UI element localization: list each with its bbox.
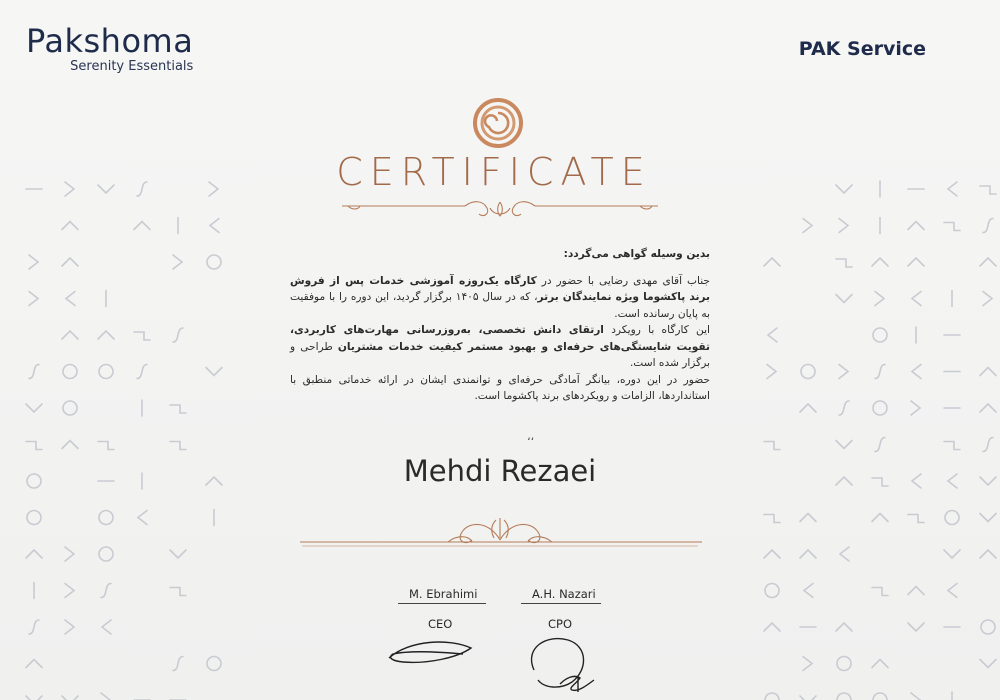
pattern-glyph <box>26 696 42 700</box>
pattern-glyph <box>170 405 186 413</box>
pattern-glyph <box>99 511 113 525</box>
pattern-glyph <box>210 219 219 233</box>
pattern-glyph <box>765 693 779 700</box>
pattern-glyph <box>912 365 921 379</box>
brand-name: Pakshoma <box>26 22 194 60</box>
p1-text-a: جناب آقای مهدی رضایی با حضور در <box>536 274 710 287</box>
p1-text-bold: کارگاه یک‌روزه آموزشی خدمات پس از فروش برند پاکشوما ویژه نمایندگان برتر <box>290 274 710 303</box>
pattern-glyph <box>983 219 993 233</box>
pattern-glyph <box>908 623 924 631</box>
signature-line-2 <box>521 603 601 604</box>
bottom-ornament-icon <box>298 512 702 552</box>
pattern-glyph <box>26 442 42 450</box>
pattern-glyph <box>948 474 957 488</box>
pattern-glyph <box>908 222 924 230</box>
pattern-glyph <box>800 514 816 522</box>
certificate-body <box>290 246 710 405</box>
pattern-glyph <box>101 584 111 598</box>
pattern-glyph <box>764 515 780 523</box>
pattern-glyph <box>839 365 848 379</box>
pattern-glyph <box>99 547 113 561</box>
certificate-title: CERTIFICATE <box>336 150 652 194</box>
pattern-glyph <box>948 584 957 598</box>
pattern-glyph <box>98 185 114 193</box>
pattern-glyph <box>209 182 218 196</box>
pattern-glyph <box>875 292 884 306</box>
pattern-glyph <box>983 292 992 306</box>
pattern-glyph <box>98 442 114 450</box>
pattern-glyph <box>980 186 996 194</box>
pattern-glyph <box>764 442 780 450</box>
pattern-glyph <box>138 511 147 525</box>
pattern-glyph <box>839 219 848 233</box>
pattern-glyph <box>803 657 812 671</box>
signer-name-2: A.H. Nazari <box>532 587 596 601</box>
paragraph-3: حضور در این دوره، بیانگر آمادگی حرفه‌ای و توانمندی ایشان در ارائه خدماتی منطبق با استانداردها، الزامات و رویکردهای برند پاکشوما است. <box>290 373 710 402</box>
pattern-glyph <box>837 693 851 700</box>
pattern-glyph <box>62 441 78 449</box>
pattern-glyph <box>99 365 113 379</box>
paragraph-1 <box>290 273 710 323</box>
pattern-glyph <box>837 657 851 671</box>
pattern-glyph <box>873 401 887 415</box>
pattern-glyph <box>801 365 815 379</box>
brand-tagline: Serenity Essentials <box>70 59 194 74</box>
pattern-glyph <box>764 550 780 558</box>
pattern-glyph <box>63 401 77 415</box>
pattern-glyph <box>62 696 78 700</box>
pattern-glyph <box>207 657 221 671</box>
recipient-name: Mehdi Rezaei <box>403 454 597 488</box>
pattern-glyph <box>872 258 888 266</box>
pattern-glyph <box>912 474 921 488</box>
pattern-glyph <box>65 620 74 634</box>
pattern-glyph <box>944 223 960 231</box>
pattern-glyph <box>29 292 38 306</box>
signer-role-2: CPO <box>548 617 573 631</box>
pattern-glyph <box>800 404 816 412</box>
pattern-glyph <box>800 550 816 558</box>
pattern-glyph <box>912 292 921 306</box>
pattern-glyph <box>26 550 42 558</box>
signer-role-1: CEO <box>428 617 453 631</box>
service-name: PAK Service <box>798 38 926 60</box>
pattern-glyph <box>908 515 924 523</box>
pattern-glyph <box>137 365 147 379</box>
pattern-glyph <box>137 182 147 196</box>
pattern-glyph <box>800 696 816 700</box>
pattern-glyph <box>983 438 993 452</box>
pattern-glyph <box>102 620 111 634</box>
pattern-glyph <box>768 328 777 342</box>
pattern-glyph <box>980 477 996 485</box>
pattern-glyph <box>101 693 110 700</box>
pattern-glyph <box>836 623 852 631</box>
pattern-glyph <box>170 442 186 450</box>
pattern-glyph <box>29 255 38 269</box>
pattern-glyph <box>873 693 887 700</box>
pattern-glyph <box>872 588 888 596</box>
intro-line: بدین وسیله گواهی می‌گردد: <box>563 248 710 260</box>
pattern-glyph <box>875 438 885 452</box>
pattern-glyph <box>945 511 959 525</box>
p2-text-bold: ارتقای دانش تخصصی، به‌روزرسانی مهارت‌های کاربردی، تقویت شایستگی‌های حرفه‌ای و بهبود مستمر کیفیت خدمات مشتریان <box>290 324 710 353</box>
pattern-glyph <box>62 331 78 339</box>
pattern-glyph <box>836 259 852 267</box>
pattern-glyph <box>836 295 852 303</box>
pattern-glyph <box>944 550 960 558</box>
pattern-glyph <box>170 588 186 596</box>
pattern-glyph <box>764 623 780 631</box>
pattern-glyph <box>173 255 182 269</box>
signer-name-1: M. Ebrahimi <box>409 587 478 601</box>
pattern-glyph <box>65 584 74 598</box>
p1-text-c: ، که در سال ۱۴۰۵ برگزار گردید، این دوره را با موفقیت به پایان رسانده است. <box>290 291 710 320</box>
pattern-glyph <box>27 511 41 525</box>
pattern-glyph <box>873 328 887 342</box>
pattern-glyph <box>26 404 42 412</box>
pattern-glyph <box>908 587 924 595</box>
pattern-glyph <box>839 401 849 415</box>
pattern-glyph <box>944 442 960 450</box>
signature-scribble-icon-2 <box>520 630 600 696</box>
pattern-glyph <box>173 657 183 671</box>
pattern-glyph <box>63 365 77 379</box>
pattern-glyph <box>948 182 957 196</box>
pattern-glyph <box>840 547 849 561</box>
pattern-glyph <box>173 328 183 342</box>
pattern-glyph <box>872 514 888 522</box>
pattern-glyph <box>911 693 920 700</box>
pattern-glyph <box>980 550 996 558</box>
pattern-glyph <box>62 222 78 230</box>
pattern-glyph <box>66 292 75 306</box>
pattern-glyph <box>764 258 780 266</box>
signature-line-1 <box>398 603 486 604</box>
pattern-glyph <box>836 185 852 193</box>
pattern-glyph <box>134 222 150 230</box>
pattern-glyph <box>26 660 42 668</box>
pattern-glyph <box>767 365 776 379</box>
pattern-glyph <box>908 258 924 266</box>
pattern-glyph <box>65 547 74 561</box>
pattern-glyph <box>981 620 995 634</box>
top-ornament-icon <box>340 198 660 220</box>
spiral-emblem-icon <box>468 97 528 149</box>
tick-mark: ،، <box>527 430 535 443</box>
pattern-glyph <box>980 514 996 522</box>
pattern-glyph <box>804 584 813 598</box>
pattern-glyph <box>875 365 885 379</box>
pattern-glyph <box>134 332 150 340</box>
pattern-glyph <box>206 477 222 485</box>
p2-text-a: این کارگاه با رویکرد <box>603 324 710 336</box>
pattern-glyph <box>980 660 996 668</box>
pattern-glyph <box>980 404 996 412</box>
pattern-glyph <box>29 620 39 634</box>
pattern-glyph <box>803 219 812 233</box>
pattern-glyph <box>98 331 114 339</box>
p2-text-c: طراحی و برگزار شده است. <box>290 340 710 369</box>
pattern-glyph <box>206 368 222 376</box>
paragraph-2 <box>290 322 710 372</box>
pattern-glyph <box>911 401 920 415</box>
pattern-glyph <box>872 478 888 486</box>
pattern-glyph <box>872 660 888 668</box>
pattern-glyph <box>170 550 186 558</box>
pattern-glyph <box>29 365 39 379</box>
pattern-glyph <box>27 474 41 488</box>
pattern-glyph <box>836 477 852 485</box>
signature-scribble-icon-1 <box>385 634 475 674</box>
pattern-glyph <box>765 584 779 598</box>
pattern-glyph <box>836 441 852 449</box>
pattern-glyph <box>980 258 996 266</box>
pattern-glyph <box>980 368 996 376</box>
pattern-glyph <box>62 258 78 266</box>
pattern-glyph <box>65 182 74 196</box>
pattern-glyph <box>207 255 221 269</box>
